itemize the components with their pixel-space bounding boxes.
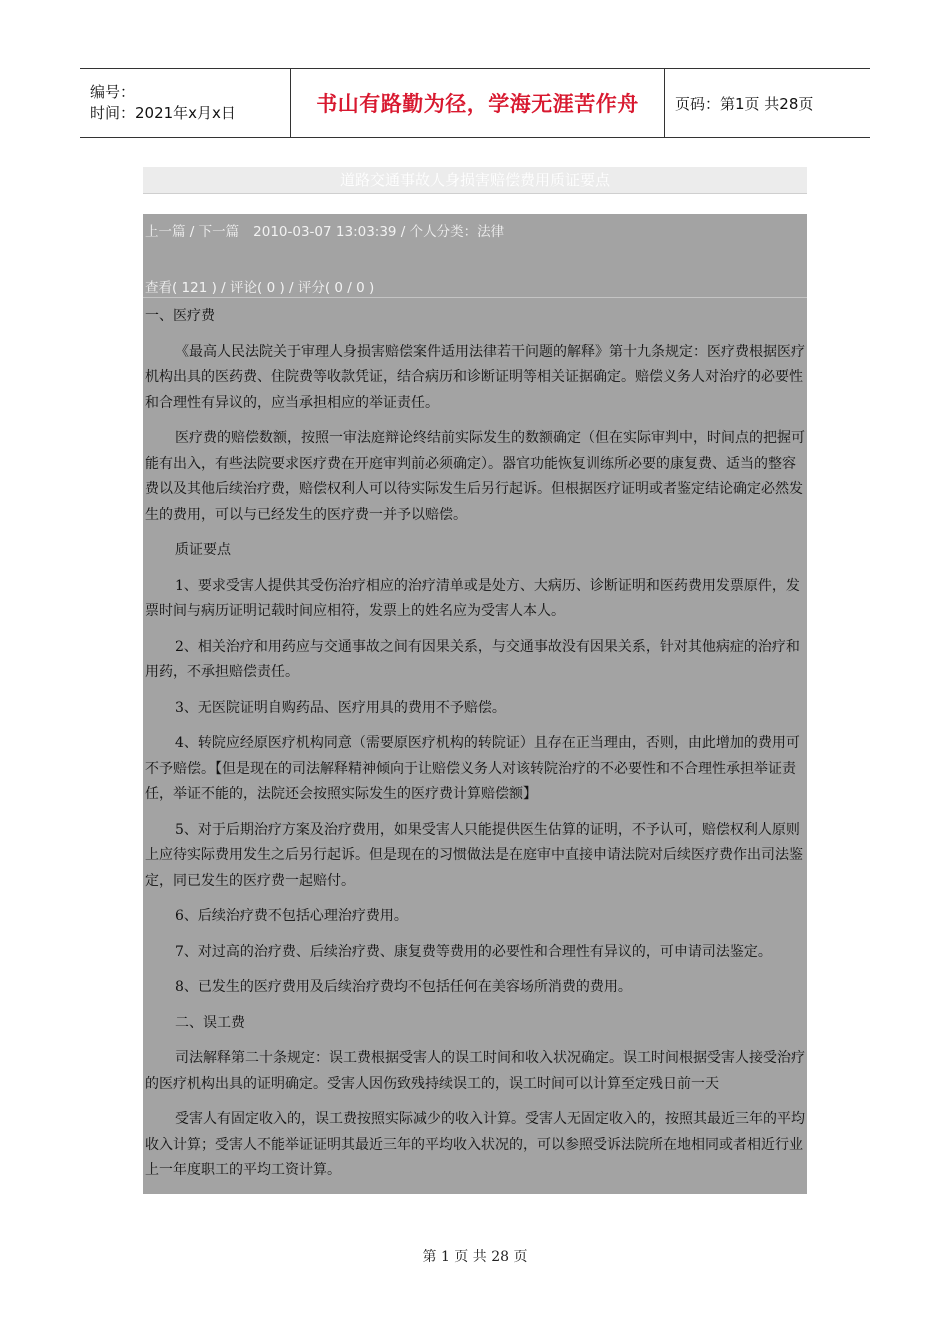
list-item: 7、对过高的治疗费、后续治疗费、康复费等费用的必要性和合理性有异议的，可申请司法鉴定。 (175, 943, 772, 960)
paragraph: 医疗费的赔偿数额，按照一审法庭辩论终结前实际发生的数额确定（但在实际审判中，时间点的把握可能有出入，有些法院要求医疗费在开庭审判前必须确定）。器官功能恢复训练所必要的康复费、适当的整容费以及其他后续治疗费，赔偿权利人可以待实际发生后另行起诉。但根据医疗证明或者鉴定结论确定必然发生的费用，可以与已经发生的医疗费一并予以赔偿。 (145, 430, 805, 523)
section-heading: 二、误工费 (175, 1014, 245, 1031)
list-item: 1、要求受害人提供其受伤治疗相应的治疗清单或是处方、大病历、诊断证明和医药费用发票原件，发票时间与病历证明记载时间应相符，发票上的姓名应为受害人本人。 (145, 577, 800, 619)
number-label: 编号： (90, 83, 136, 101)
article-meta (145, 220, 504, 240)
paragraph: 司法解释第二十条规定：误工费根据受害人的误工时间和收入状况确定。误工时间根据受害人接受治疗的医疗机构出具的证明确定。受害人因伤致残持续误工的，误工时间可以计算至定残日前一天 (145, 1050, 805, 1092)
post-date-category: 2010-03-07 13:03:39 / 个人分类：法律 (253, 224, 505, 240)
page-footer: 第 1 页 共 28 页 (422, 1249, 528, 1265)
article-title: 道路交通事故人身损害赔偿费用质证要点 (143, 167, 807, 194)
subheading: 质证要点 (175, 542, 231, 558)
header-page-cell (665, 69, 870, 137)
paragraph: 受害人有固定收入的，误工费按照实际减少的收入计算。受害人无固定收入的，按照其最近三年的平均收入计算；受害人不能举证证明其最近三年的平均收入状况的，可以参照受诉法院所在地相同或者相近行业上一年度职工的平均工资计算。 (145, 1111, 805, 1178)
header-motto-cell (291, 69, 665, 137)
time-label: 时间：2021年x月x日 (90, 104, 236, 122)
list-item: 4、转院应经原医疗机构同意（需要原医疗机构的转院证）且存在正当理由，否则，由此增加的费用可不予赔偿。【但是现在的司法解释精神倾向于让赔偿义务人对该转院治疗的不必要性和不合理性承担举证责任，举证不能的，法院还会按照实际发生的医疗费计算赔偿额】 (145, 735, 800, 802)
list-item: 8、已发生的医疗费用及后续治疗费均不包括任何在美容场所消费的费用。 (175, 979, 632, 995)
list-item: 6、后续治疗费不包括心理治疗费用。 (175, 908, 408, 924)
list-item: 5、对于后期治疗方案及治疗费用，如果受害人只能提供医生估算的证明，不予认可，赔偿权利人原则上应待实际费用发生之后另行起诉。但是现在的习惯做法是在庭审中直接申请法院对后续医疗费作出司法鉴定，同已发生的医疗费一起赔付。 (145, 821, 803, 889)
document-header (80, 68, 870, 138)
list-item: 2、相关治疗和用药应与交通事故之间有因果关系，与交通事故没有因果关系，针对其他病症的治疗和用药，不承担赔偿责任。 (145, 638, 800, 680)
list-item: 3、无医院证明自购药品、医疗用具的费用不予赔偿。 (175, 699, 506, 716)
page-info: 页码：第1页 共28页 (675, 94, 814, 113)
paragraph: 《最高人民法院关于审理人身损害赔偿案件适用法律若干问题的解释》第十九条规定：医疗费根据医疗机构出具的医药费、住院费等收款凭证，结合病历和诊断证明等相关证据确定。赔偿义务人对治疗的必要性和合理性有异议的，应当承担相应的举证责任。 (145, 343, 805, 411)
divider (143, 297, 807, 298)
header-left-cell (80, 69, 291, 137)
article-text (143, 304, 807, 1194)
motto: 书山有路勤为径，学海无涯苦作舟 (316, 92, 639, 116)
prev-next-links[interactable]: 上一篇 / 下一篇 (145, 224, 240, 240)
section-heading: 一、医疗费 (145, 308, 215, 324)
article-stats: 查看( 121 ) / 评论( 0 ) / 评分( 0 / 0 ) (145, 280, 375, 296)
article-body (143, 214, 807, 1194)
